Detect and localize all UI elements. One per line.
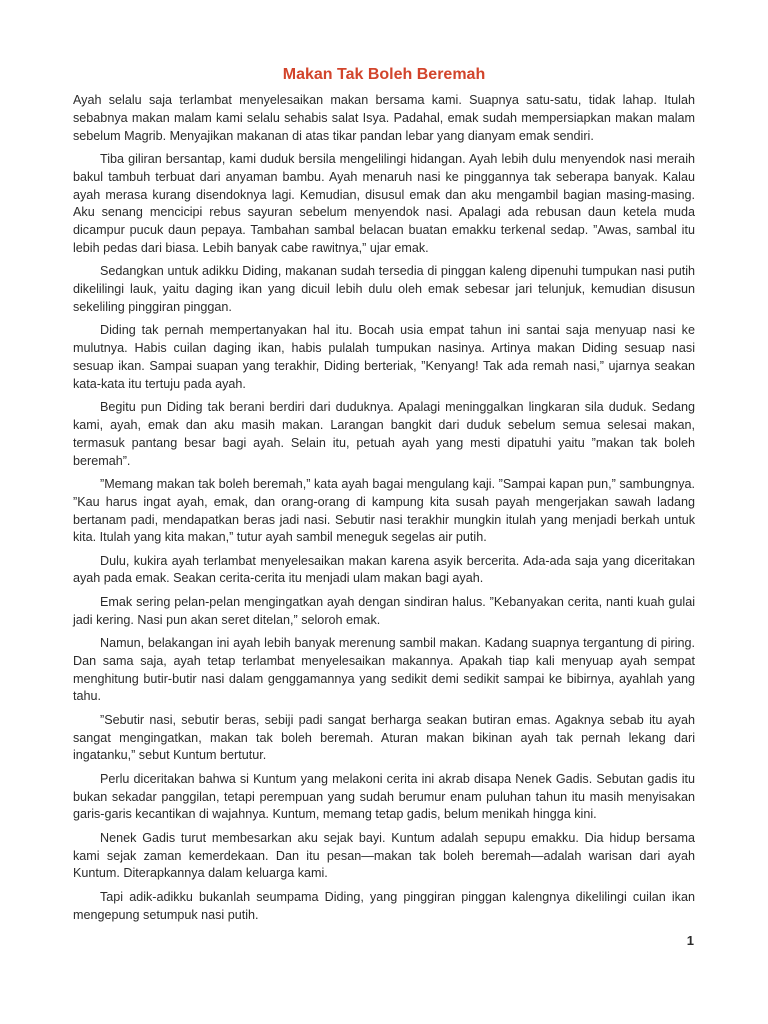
paragraph-2: Tiba giliran bersantap, kami duduk bersila mengelilingi hidangan. Ayah lebih dulu menyendok nasi meraih bakul tambuh terbuat dari anyaman bambu. Ayah menaruh nasi ke pinggannya tak seberapa banyak. Kalau ayah merasa kurang disendoknya lagi. Kemudian, disusul emak dan aku mengambil bagian masing-masing. Aku senang mencicipi rebus sayuran sebelum menyendok nasi. Apalagi ada rebusan daun ketela muda dicampur pucuk daun pepaya. Tambahan sambal belacan buatan emakku terkenal sedap. ”Awas, sambal itu lebih pedas dari biasa. Lebih banyak cabe rawitnya,” ujar emak. <box>73 151 695 255</box>
paragraph-8: Emak sering pelan-pelan mengingatkan ayah dengan sindiran halus. ”Kebanyakan cerita, nanti kuah gulai jadi kering. Nasi pun akan seret ditelan,” seloroh emak. <box>73 594 695 627</box>
page-number: 1 <box>686 933 694 948</box>
paragraph-12: Nenek Gadis turut membesarkan aku sejak bayi. Kuntum adalah sepupu emakku. Dia hidup bersama kami sejak zaman kemerdekaan. Dan itu pesan—makan tak boleh beremah—adalah warisan dari ayah Kuntum. Diterapkannya dalam keluarga kami. <box>73 830 695 881</box>
paragraph-6: ”Memang makan tak boleh beremah,” kata ayah bagai mengulang kaji. ”Sampai kapan pun,” sambungnya. ”Kau harus ingat ayah, emak, dan orang-orang di kampung kita susah payah mengerjakan sawah ladang bertanam padi, mendapatkan beras jadi nasi. Sebutir nasi terakhir mungkin itulah yang menjadi berkah untuk kita. Itulah yang kita makan,” tutur ayah sambil meneguk segelas air putih. <box>73 476 695 545</box>
paragraph-13: Tapi adik-adikku bukanlah seumpama Diding, yang pinggiran pinggan kalengnya dikelilingi cuilan ikan mengepung setumpuk nasi putih. <box>73 889 695 922</box>
paragraph-1: Ayah selalu saja terlambat menyelesaikan makan bersama kami. Suapnya satu-satu, tidak lahap. Itulah sebabnya makan malam kami selalu sehabis salat Isya. Padahal, emak sudah mempersiapkan makan malam sebelum Magrib. Menyajikan makanan di atas tikar pandan lebar yang dianyam emak sendiri. <box>73 93 695 143</box>
paragraph-10: ”Sebutir nasi, sebutir beras, sebiji padi sangat berharga seakan butiran emas. Agaknya sebab itu ayah sangat mengingatkan, makan tak boleh beremah. Aturan makan bikinan ayah tak pernah lekang dari ingatanku,” sebut Kuntum bertutur. <box>73 712 695 763</box>
paragraph-7: Dulu, kukira ayah terlambat menyelesaikan makan karena asyik bercerita. Ada-ada saja yang diceritakan ayah pada emak. Seakan cerita-cerita itu menjadi ulam makan bagi ayah. <box>73 553 695 586</box>
paragraph-3: Sedangkan untuk adikku Diding, makanan sudah tersedia di pinggan kaleng dipenuhi tumpukan nasi putih dikelilingi lauk, yaitu daging ikan yang dicuil lebih dulu oleh emak sebesar jari telunjuk, kemudian disusun sekeliling pinggiran pinggan. <box>73 264 695 314</box>
paragraph-9: Namun, belakangan ini ayah lebih banyak merenung sambil makan. Kadang suapnya tergantung di piring. Dan sama saja, ayah tetap terlambat menyelesaikan makannya. Apakah tiap kali menyuap ayah sempat menghitung butir-butir nasi dalam genggamannya yang sedikit demi sedikit sampai ke bibirnya, ayahlah yang tahu. <box>73 636 695 704</box>
document-page <box>73 64 695 930</box>
paragraph-4: Diding tak pernah mempertanyakan hal itu. Bocah usia empat tahun ini santai saja menyuap nasi ke mulutnya. Habis cuilan daging ikan, habis pulalah tumpukan nasinya. Artinya makan Diding sesuap nasi sesuap ikan. Sampai suapan yang terakhir, Diding berteriak, ”Kenyang! Tak ada remah nasi,” ujarnya seakan kata-kata itu tertuju pada ayah. <box>73 323 695 391</box>
story-title: Makan Tak Boleh Beremah <box>282 66 486 83</box>
paragraph-11: Perlu diceritakan bahwa si Kuntum yang melakoni cerita ini akrab disapa Nenek Gadis. Sebutan gadis itu bukan sekadar panggilan, tetapi perempuan yang sudah berumur enam puluhan tahun itu masih menyisakan garis-garis kecantikan di wajahnya. Kuntum, memang tetap gadis, belum menikah hingga kini. <box>73 771 695 822</box>
paragraph-5: Begitu pun Diding tak berani berdiri dari duduknya. Apalagi meninggalkan lingkaran sila duduk. Sedang kami, ayah, emak dan aku masih makan. Larangan bangkit dari duduk sebelum semua selesai makan, termasuk pantang besar bagi ayah. Selain itu, petuah ayah yang mesti dipatuhi yaitu ”makan tak boleh beremah”. <box>73 400 695 468</box>
story-body <box>73 92 695 924</box>
